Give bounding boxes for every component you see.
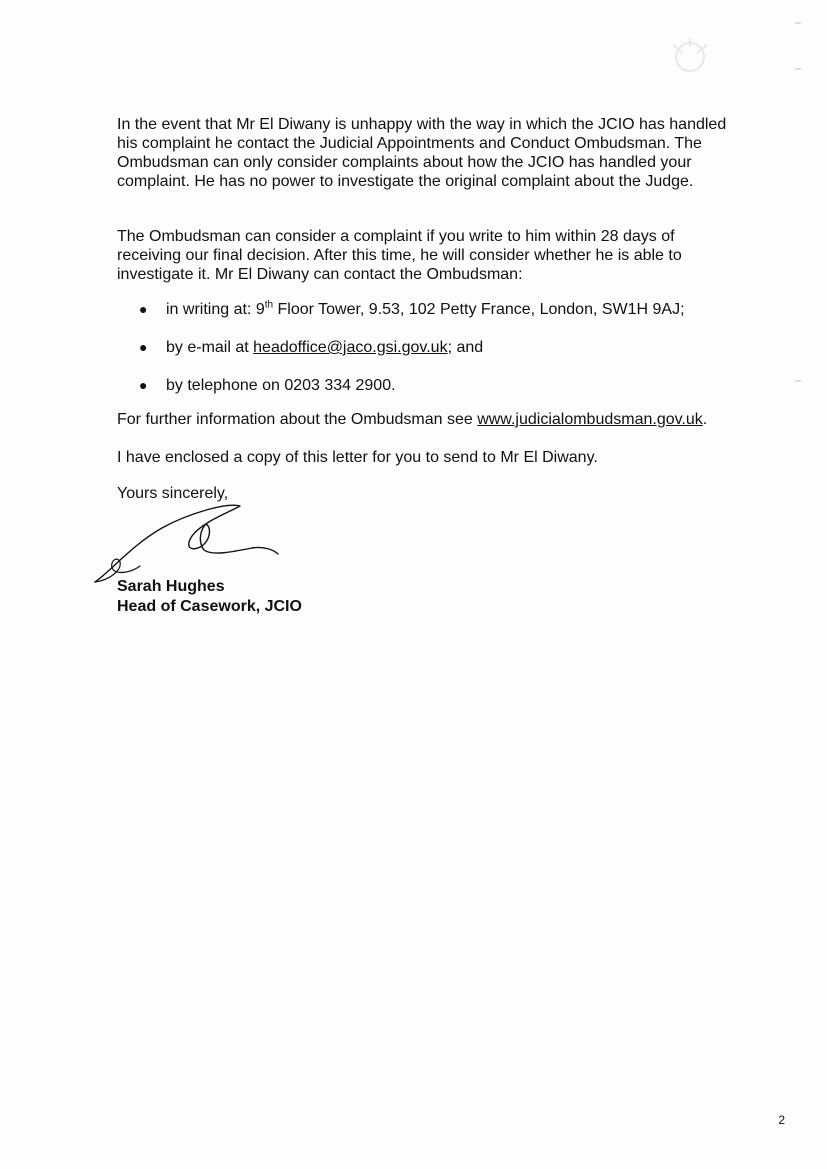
scan-mark [795,380,801,382]
scan-mark [795,68,801,70]
bullet-icon: ● [139,377,148,393]
time-limit-paragraph: The Ombudsman can consider a complaint if you write to him within 28 days of receiving our final decision. After this time, he will consider whether he is able to investigate it. Mr El Diwany can contact the Ombudsman: [117,228,682,283]
email-link[interactable]: headoffice@jaco.gsi.gov.uk [253,339,448,356]
further-info-prefix: For further information about the Ombudsman see [117,411,478,428]
list-item-telephone [135,376,685,395]
page-number: 2 [778,1113,785,1127]
list-item-email [135,338,685,357]
ombudsman-paragraph: In the event that Mr El Diwany is unhappy with the way in which the JCIO has handled his complaint he contact the Judicial Appointments and Conduct Ombudsman. The Ombudsman can only consider complaints about how the JCIO has handled your complaint. He has no power to investigate the original complaint about the Judge. [117,116,727,190]
closing-salutation: Yours sincerely, [117,485,229,502]
enclosed-copy-line: I have enclosed a copy of this letter for you to send to Mr El Diwany. [117,449,598,466]
ombudsman-website-link[interactable]: www.judicialombudsman.gov.uk [477,411,703,428]
email-suffix: ; and [447,339,484,356]
scan-mark [795,22,801,24]
bullet-icon: ● [139,339,148,355]
telephone-text: by telephone on 0203 334 2900. [166,377,396,394]
further-info-suffix: . [702,411,708,428]
signatory-title: Head of Casework, JCIO [117,598,302,615]
bullet-icon: ● [139,301,148,317]
contact-methods-list [135,300,685,414]
signatory-name: Sarah Hughes [117,578,225,595]
email-prefix: by e-mail at [166,339,254,356]
handwritten-signature [92,500,282,585]
address-suffix: Floor Tower, 9.53, 102 Petty France, London, SW1H 9AJ; [273,301,685,318]
address-prefix: in writing at: 9 [166,301,265,318]
further-info-line [117,410,707,429]
ordinal-superscript: th [264,299,274,311]
list-item-writing [135,300,685,319]
crest-watermark-icon [665,35,715,80]
